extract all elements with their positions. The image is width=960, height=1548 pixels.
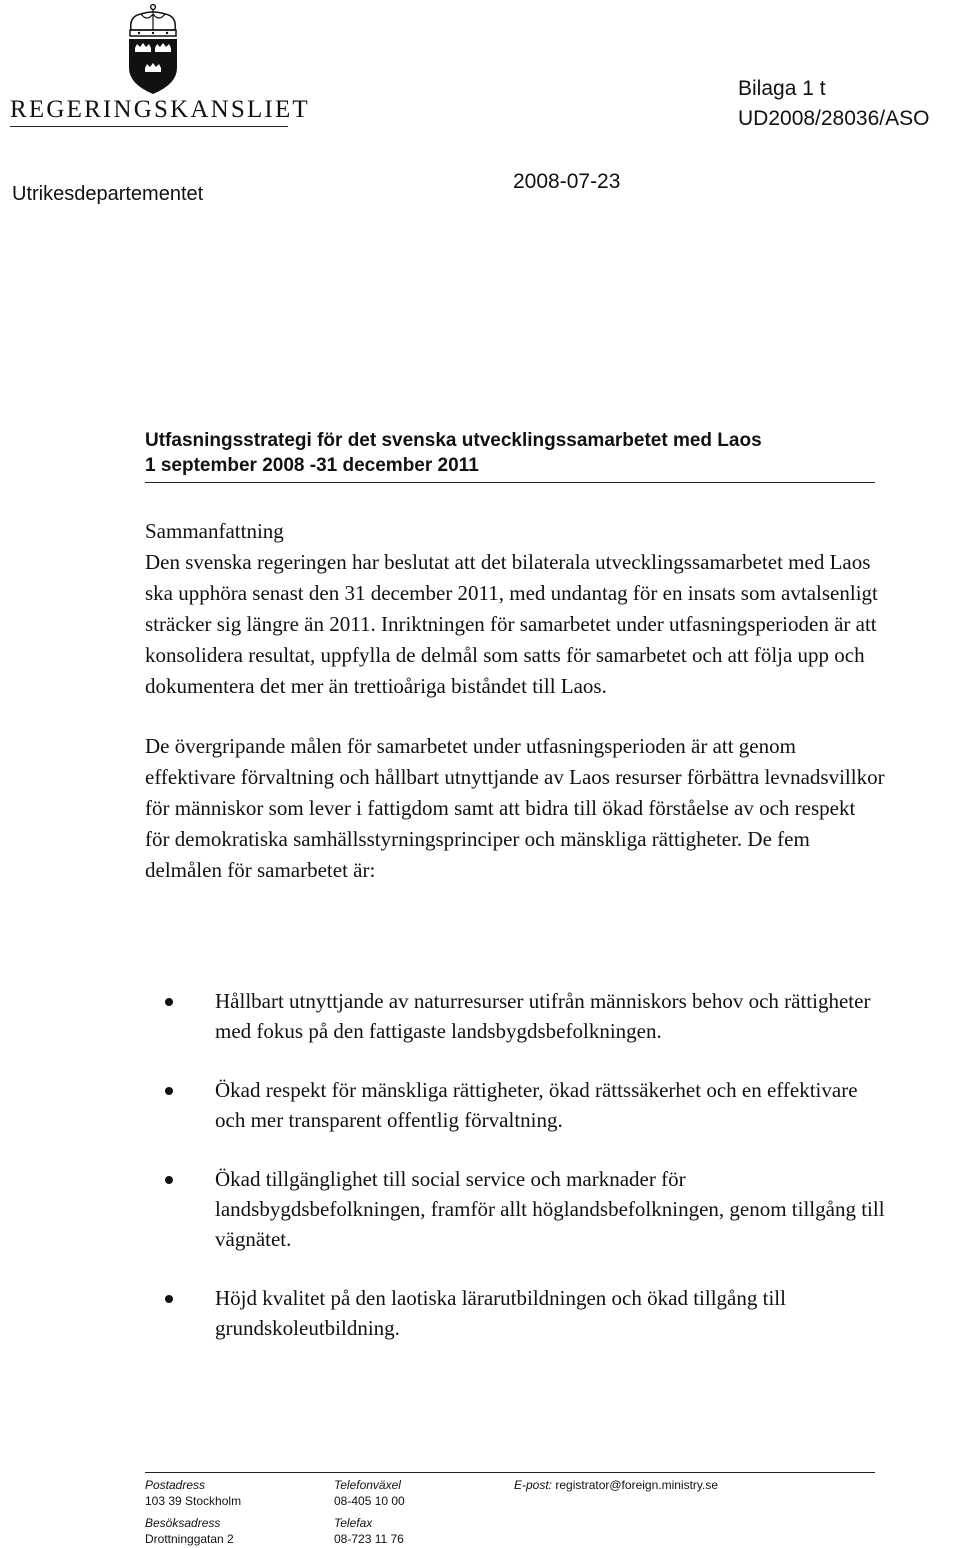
footer-visit-value: Drottninggatan 2 [145, 1532, 234, 1546]
footer-fax-value: 08-723 11 76 [334, 1532, 404, 1546]
footer-postal-value: 103 39 Stockholm [145, 1494, 242, 1508]
list-item [145, 1283, 885, 1343]
goals-list [145, 986, 885, 1372]
summary-section [145, 516, 885, 886]
footer-email [514, 1478, 718, 1492]
goal-text: Höjd kvalitet på den laotiska lärarutbildningen och ökad tillgång till grundskoleutbildning. [215, 1286, 786, 1340]
footer-visit-label: Besöksadress [145, 1516, 221, 1530]
list-item [145, 1164, 885, 1254]
document-date: 2008-07-23 [513, 170, 621, 193]
footer-switchboard-label: Telefonväxel [334, 1478, 401, 1492]
list-item [145, 1075, 885, 1135]
bullet-icon [165, 998, 173, 1006]
organization-name: REGERINGSKANSLIET [10, 96, 310, 123]
document-title [145, 428, 875, 478]
footer-email-value[interactable]: registrator@foreign.ministry.se [555, 1478, 719, 1492]
title-line-2: 1 september 2008 -31 december 2011 [145, 455, 479, 476]
reference-block [738, 74, 929, 134]
list-item [145, 986, 885, 1046]
footer-postal-label: Postadress [145, 1478, 206, 1492]
footer-switchboard-value: 08-405 10 00 [334, 1494, 405, 1508]
reference-number: UD2008/28036/ASO [738, 107, 930, 130]
bullet-icon [165, 1176, 173, 1184]
title-line-1: Utfasningsstrategi för det svenska utvecklingssamarbetet med Laos [145, 430, 762, 451]
bullet-icon [165, 1295, 173, 1303]
footer-fax-label: Telefax [334, 1516, 373, 1530]
goal-text: Ökad tillgänglighet till social service och marknader för landsbygdsbefolkningen, framför allt höglandsbefolkningen, genom tillgång till vägnätet. [215, 1167, 885, 1251]
appendix-label: Bilaga 1 t [738, 77, 826, 100]
footer-email-label: E-post: [514, 1478, 553, 1492]
title-rule [145, 482, 875, 483]
summary-paragraph-1: Den svenska regeringen har beslutat att det bilaterala utvecklingssamarbetet med Laos ska upphöra senast den 31 december 2011, med undantag för en insats som avtalsenligt sträcker sig längre än 2011. Inriktningen för samarbetet under utfasningsperioden är att konsolidera resultat, uppfylla de delmål som satts för samarbetet och att följa upp och dokumentera det mer än trettioåriga biståndet till Laos. [145, 550, 878, 698]
department-name: Utrikesdepartementet [12, 183, 204, 205]
summary-paragraph-2: De övergripande målen för samarbetet under utfasningsperioden är att genom effektivare förvaltning och hållbart utnyttjande av Laos resurser förbättra levnadsvillkor för människor som lever i fattigdom samt att bidra till ökad förståelse av och respekt för demokratiska samhällsstyrningsprinciper och mänskliga rättigheter. De fem delmålen för samarbetet är: [145, 734, 885, 882]
bullet-icon [165, 1087, 173, 1095]
summary-heading: Sammanfattning [145, 519, 284, 543]
footer-rule [145, 1472, 875, 1473]
logo-underline [10, 126, 288, 127]
goal-text: Hållbart utnyttjande av naturresurser utifrån människors behov och rättigheter med fokus på den fattigaste landsbygdsbefolkningen. [215, 989, 871, 1043]
goal-text: Ökad respekt för mänskliga rättigheter, ökad rättssäkerhet och en effektivare och mer transparent offentlig förvaltning. [215, 1078, 858, 1132]
